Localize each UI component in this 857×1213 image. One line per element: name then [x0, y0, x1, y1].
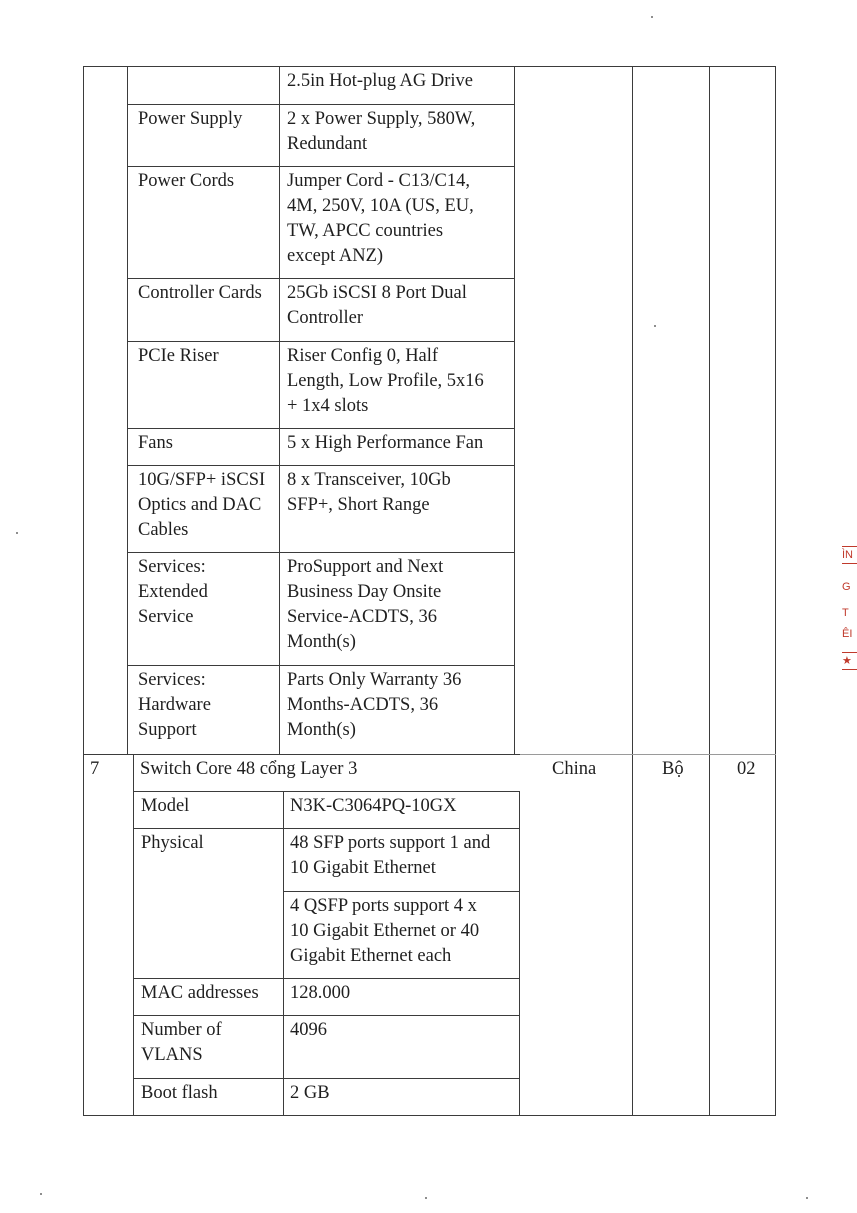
spec-value-power-supply: 2 x Power Supply, 580W, Redundant: [287, 109, 476, 154]
spec-name-physical: Physical: [141, 833, 204, 853]
spec-name-extended-service: Services: Extended Service: [138, 557, 208, 627]
table-column-divider: [133, 754, 134, 1116]
row-divider: [127, 428, 515, 429]
row-divider: [127, 552, 515, 553]
stamp-fragment: ÌN: [842, 546, 857, 564]
stamp-fragment: G: [842, 581, 851, 593]
spec-name-pcie-riser: PCIe Riser: [138, 346, 219, 366]
item-divider: [83, 754, 520, 755]
spec-value-power-cords: Jumper Cord - C13/C14, 4M, 250V, 10A (US, EU, TW, APCC countries except ANZ): [287, 171, 474, 266]
stamp-fragment: ÊI: [842, 628, 853, 640]
table-column-divider: [283, 791, 284, 1116]
spec-value-optics: 8 x Transceiver, 10Gb SFP+, Short Range: [287, 470, 451, 515]
scan-speck: [651, 16, 653, 18]
stamp-star-icon: ★: [842, 652, 857, 670]
table-column-divider: [709, 66, 710, 1116]
spec-name-boot-flash: Boot flash: [141, 1083, 218, 1103]
spec-value-controller-cards: 25Gb iSCSI 8 Port Dual Controller: [287, 283, 467, 328]
spec-value-boot-flash: 2 GB: [290, 1083, 330, 1103]
row-divider: [133, 978, 520, 979]
row-divider: [283, 891, 520, 892]
margin-stamp: [842, 540, 857, 690]
item-origin: China: [552, 759, 597, 779]
spec-value-drive: 2.5in Hot-plug AG Drive: [287, 71, 474, 91]
spec-value-mac-addresses: 128.000: [290, 983, 351, 1003]
spec-name-mac-addresses: MAC addresses: [141, 983, 259, 1003]
spec-value-vlans: 4096: [290, 1020, 327, 1040]
scan-speck: [654, 325, 656, 327]
spec-name-hardware-support: Services: Hardware Support: [138, 670, 211, 740]
spec-name-power-cords: Power Cords: [138, 171, 235, 191]
item-divider-faint: [520, 754, 776, 755]
table-column-divider: [632, 66, 633, 1116]
row-divider: [127, 465, 515, 466]
stamp-fragment: T: [842, 607, 849, 619]
item-unit: Bộ: [662, 759, 684, 779]
row-divider: [127, 278, 515, 279]
spec-name-model: Model: [141, 796, 190, 816]
row-divider: [133, 1015, 520, 1016]
row-divider: [133, 1078, 520, 1079]
row-divider: [133, 791, 520, 792]
table-column-divider: [514, 66, 515, 754]
row-divider: [127, 665, 515, 666]
spec-value-extended-service: ProSupport and Next Business Day Onsite Service-ACDTS, 36 Month(s): [287, 557, 444, 652]
table-border-right: [775, 66, 776, 1116]
item-number: 7: [90, 759, 100, 779]
spec-value-hardware-support: Parts Only Warranty 36 Months-ACDTS, 36 Month(s): [287, 670, 462, 740]
table-border-bottom: [83, 1115, 776, 1116]
item-title: Switch Core 48 cổng Layer 3: [140, 759, 358, 779]
row-divider: [127, 104, 515, 105]
spec-name-power-supply: Power Supply: [138, 109, 243, 129]
spec-name-controller-cards: Controller Cards: [138, 283, 262, 303]
table-column-divider: [519, 791, 520, 1116]
row-divider: [127, 341, 515, 342]
scan-speck: [40, 1193, 42, 1195]
spec-value-model: N3K-C3064PQ-10GX: [290, 796, 457, 816]
table-column-divider: [279, 66, 280, 754]
table-border-left: [83, 66, 84, 1116]
table-border-top: [83, 66, 776, 67]
item-quantity: 02: [737, 759, 756, 779]
spec-name-optics: 10G/SFP+ iSCSI Optics and DAC Cables: [138, 470, 266, 540]
scan-speck: [425, 1197, 427, 1199]
spec-value-physical-qsfp: 4 QSFP ports support 4 x 10 Gigabit Ethernet or 40 Gigabit Ethernet each: [290, 896, 480, 966]
spec-value-pcie-riser: Riser Config 0, Half Length, Low Profile, 5x16 + 1x4 slots: [287, 346, 484, 416]
scan-speck: [806, 1197, 808, 1199]
spec-name-fans: Fans: [138, 433, 173, 453]
row-divider: [127, 166, 515, 167]
table-column-divider: [127, 66, 128, 754]
spec-value-physical-sfp: 48 SFP ports support 1 and 10 Gigabit Ethernet: [290, 833, 491, 878]
scan-speck: [16, 532, 18, 534]
row-divider: [133, 828, 520, 829]
spec-value-fans: 5 x High Performance Fan: [287, 433, 484, 453]
spec-name-vlans: Number of VLANS: [141, 1020, 222, 1065]
